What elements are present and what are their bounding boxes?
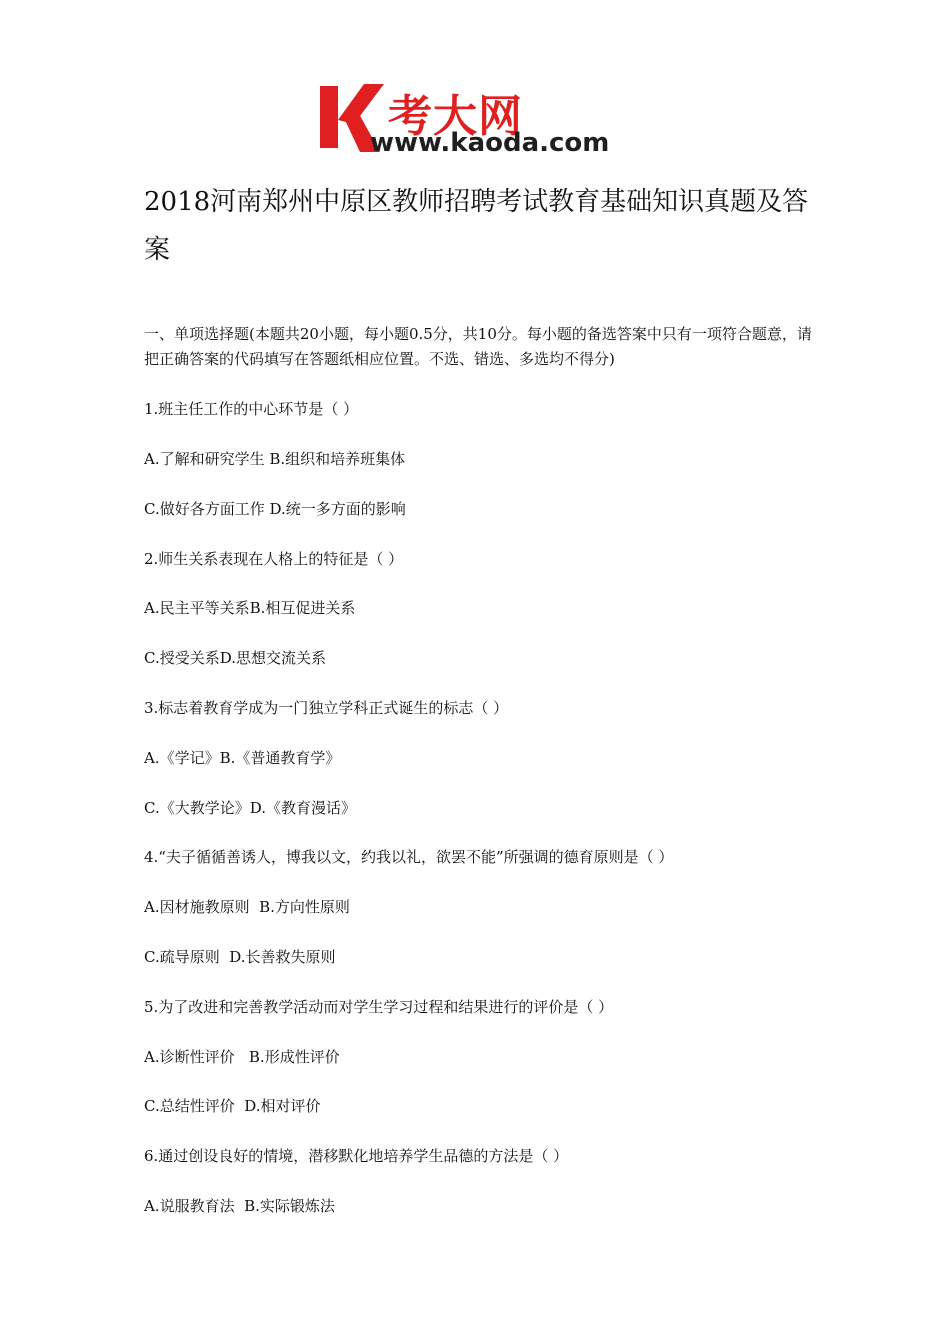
question-1-options-cd: C.做好各方面工作 D.统一多方面的影响 <box>144 500 406 518</box>
logo-brand-text: 考大网 <box>388 91 523 142</box>
question-4: 4.“夫子循循善诱人，博我以文，约我以礼，欲罢不能”所强调的德育原则是（ ） <box>144 848 674 866</box>
question-4-options-ab: A.因材施教原则 B.方向性原则 <box>144 898 350 916</box>
question-1-options-ab: A.了解和研究学生 B.组织和培养班集体 <box>144 450 406 468</box>
question-3: 3.标志着教育学成为一门独立学科正式诞生的标志（ ） <box>144 699 509 717</box>
question-5-options-ab: A.诊断性评价 B.形成性评价 <box>144 1048 340 1066</box>
question-6-options-ab: A.说服教育法 B.实际锻炼法 <box>144 1197 335 1215</box>
logo-url-text: www.kaoda.com <box>370 128 610 158</box>
question-6: 6.通过创设良好的情境，潜移默化地培养学生品德的方法是（ ） <box>144 1147 569 1165</box>
document-title: 2018河南郑州中原区教师招聘考试教育基础知识真题及答案 <box>144 187 809 265</box>
kaoda-logo <box>318 82 640 162</box>
question-5: 5.为了改进和完善教学活动而对学生学习过程和结果进行的评价是（ ） <box>144 998 614 1016</box>
question-4-options-cd: C.疏导原则 D.长善救失原则 <box>144 948 336 966</box>
question-3-options-ab: A.《学记》B.《普通教育学》 <box>144 749 341 767</box>
question-3-options-cd: C.《大教学论》D.《教育漫话》 <box>144 799 356 817</box>
question-1: 1.班主任工作的中心环节是（ ） <box>144 400 359 418</box>
question-2-options-cd: C.授受关系D.思想交流关系 <box>144 649 326 667</box>
section-intro: 一、单项选择题(本题共20小题，每小题0.5分，共10分。每小题的备选答案中只有一项符合题意，请把正确答案的代码填写在答题纸相应位置。不选、错选、多选均不得分) <box>144 325 812 368</box>
question-2-options-ab: A.民主平等关系B.相互促进关系 <box>144 599 356 617</box>
question-5-options-cd: C.总结性评价 D.相对评价 <box>144 1097 321 1115</box>
question-2: 2.师生关系表现在人格上的特征是（ ） <box>144 550 404 568</box>
